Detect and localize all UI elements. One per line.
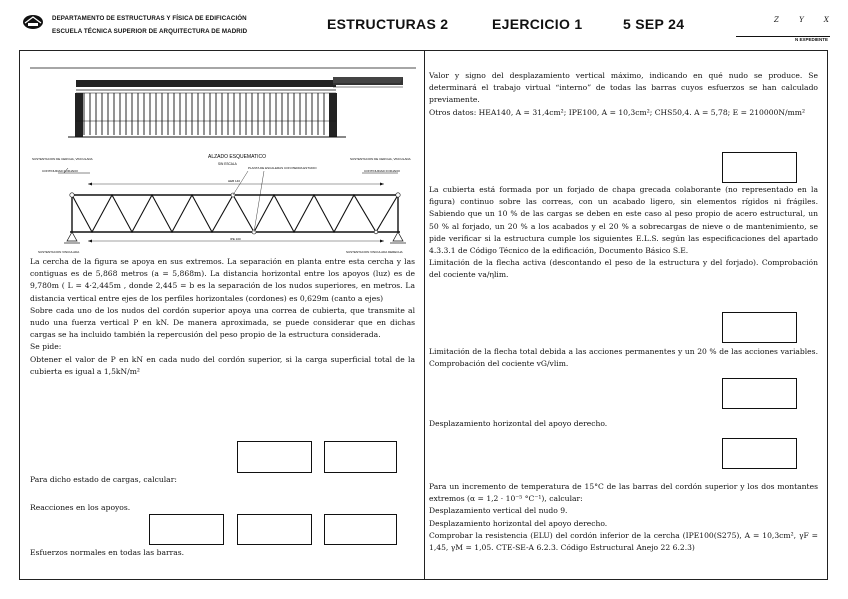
right-support-icon (393, 232, 403, 241)
figure-title: ALZADO ESQUEMATICO (208, 154, 266, 160)
para-calcular-label: Para dicho estado de cargas, calcular: (30, 475, 177, 484)
truss-figure (28, 63, 418, 258)
question-p-value: Obtener el valor de P en kN en cada nudo del cordón superior, si la carga superficial total de la cubierta es igual a 1,5kN/m² (30, 354, 415, 376)
answer-box-reaction-2[interactable] (237, 514, 312, 545)
name-fields: Z Y X (774, 16, 838, 24)
label-center: PLANTA DE ESCALERAS CON PIEDRA ESTUDIO (248, 166, 317, 170)
answer-box-displacement[interactable] (722, 152, 797, 183)
displacement-text: Valor y signo del desplazamiento vertical máximo, indicando en qué nudo se produce. Se determinará el trabajo virtual “interno” de todas las barras cuyos esfuerzos se han calculado previamente. (429, 71, 818, 105)
answer-box-p-1[interactable] (237, 441, 312, 473)
temperature-intro: Para un incremento de temperatura de 15°C de las barras del cordón superior y los dos montantes extremos (α = 1,2 · 10⁻⁵ °C⁻¹), calcular: (429, 482, 818, 504)
active-deflection-text: Limitación de la flecha activa (descontando el peso de la estructura y del forjado). Comprobación del cociente va/ηlim. (429, 258, 818, 280)
question-temperature (429, 481, 818, 554)
figure-subtitle: SIN ESCALA (218, 162, 237, 166)
question-els (429, 184, 818, 282)
label-span-top: HEB 140 (228, 179, 241, 183)
exam-date: 5 SEP 24 (623, 16, 685, 32)
label-right-mid: CONTINUIDAD FORJADO (364, 169, 400, 173)
answer-box-p-2[interactable] (324, 441, 397, 473)
label-span-bottom: IPE 100 (230, 237, 241, 241)
school-logo-icon (22, 14, 44, 30)
column-divider (424, 50, 425, 580)
answer-box-active-deflection[interactable] (722, 312, 797, 343)
course-title: ESTRUCTURAS 2 (327, 16, 449, 32)
intro-paragraph: La cercha de la figura se apoya en sus extremos. La separación en planta entre esta cercha y las contiguas es de 5,868 metros (a = 5,868m). La distancia horizontal entre los apoyos (luz) es de 9,780m ( L = 4·2,445m , donde 2,445 = b es la separación de los nudos superiores, en metros. La distancia vertical entre ejes de los perfiles horizontales (cordones) es 0,629m (canto a ejes) (30, 257, 415, 303)
other-data-text: Otros datos: HEA140, A = 31,4cm²; IPE100, A = 10,3cm²; CHS50,4. A = 5,78; E = 210000N/mm² (429, 107, 806, 117)
label-left-mid: CONTINUIDAD FORJADO (42, 169, 78, 173)
vertical-displacement-node9: Desplazamiento vertical del nudo 9. (429, 506, 568, 516)
answer-box-reaction-3[interactable] (324, 514, 397, 545)
department-name: DEPARTAMENTO DE ESTRUCTURAS Y FÍSICA DE EDIFICACIÓN (52, 15, 247, 22)
reacciones-label: Reacciones en los apoyos. (30, 503, 131, 512)
resistance-check: Comprobar la resistencia (ELU) del cordón inferior de la cercha (IPE100(S275), A = 10,3cm², γF = 1,45, γM = 1,05. CTE-SE-A 6.2.3. Código Estructural Anejo 22 6.2.3) (429, 530, 818, 553)
label-right-top: SUSTENTACION DE CERCHA, VINCULADA (350, 157, 411, 161)
loads-paragraph: Sobre cada uno de los nudos del cordón superior apoya una correa de cubierta, que transmite al nudo una fuerza vertical P en kN. De manera aproximada, se puede considerar que en dichas cargas se ha incluido también la repercusión del peso propio de la estructura considerada. (30, 305, 415, 340)
exercise-title: EJERCICIO 1 (492, 16, 583, 32)
question-total-deflection: Limitación de la flecha total debida a las acciones permanentes y un 20 % de las acciones variables. Comprobación del cociente vG/vlim. (429, 347, 818, 369)
building-elevation (68, 77, 403, 137)
label-bottom-right: SUSTENTACION VINCULADA DERECHA (346, 250, 403, 254)
horizontal-displacement-support: Desplazamiento horizontal del apoyo derecho. (429, 518, 608, 528)
question-horizontal-displacement: Desplazamiento horizontal del apoyo derecho. (429, 419, 608, 428)
se-pide-label: Se pide: (30, 342, 62, 352)
esfuerzos-label: Esfuerzos normales en todas las barras. (30, 548, 185, 557)
expediente-label: N EXPEDIENTE (794, 37, 828, 42)
left-support-icon (67, 232, 77, 241)
problem-statement (30, 256, 415, 378)
school-name: ESCUELA TÉCNICA SUPERIOR DE ARQUITECTURA DE MADRID (52, 28, 248, 35)
page-header (0, 0, 848, 46)
roof-description: La cubierta está formada por un forjado de chapa grecada colaborante (no representado en la figura) continuo sobre las correas, con un acabado ligero, sin elementos rígidos ni frágiles. Sabiendo que un 10 % de las cargas se deben en este caso al peso propio de acero estructural, un 50 % al forjado, un 20 % a los acabados y el 20 % a sobrecargas de nieve o de mantenimiento, se pide verificar si la estructura cumple los siguientes E.L.S. según las especificaciones del apartado 4.3.3.1 de Código Técnico de la edificación, Documento Básico S.E. (429, 185, 818, 256)
answer-box-reaction-1[interactable] (149, 514, 224, 545)
answer-box-total-deflection[interactable] (722, 378, 797, 409)
question-displacement (429, 70, 818, 119)
label-left-top: SUSTENTACION DE CERCHA, VINCULADA (32, 157, 93, 161)
label-bottom-left: SUSTENTACION VINCULADA (38, 250, 80, 254)
answer-box-horizontal-displacement[interactable] (722, 438, 797, 469)
truss-elevation (32, 154, 411, 254)
